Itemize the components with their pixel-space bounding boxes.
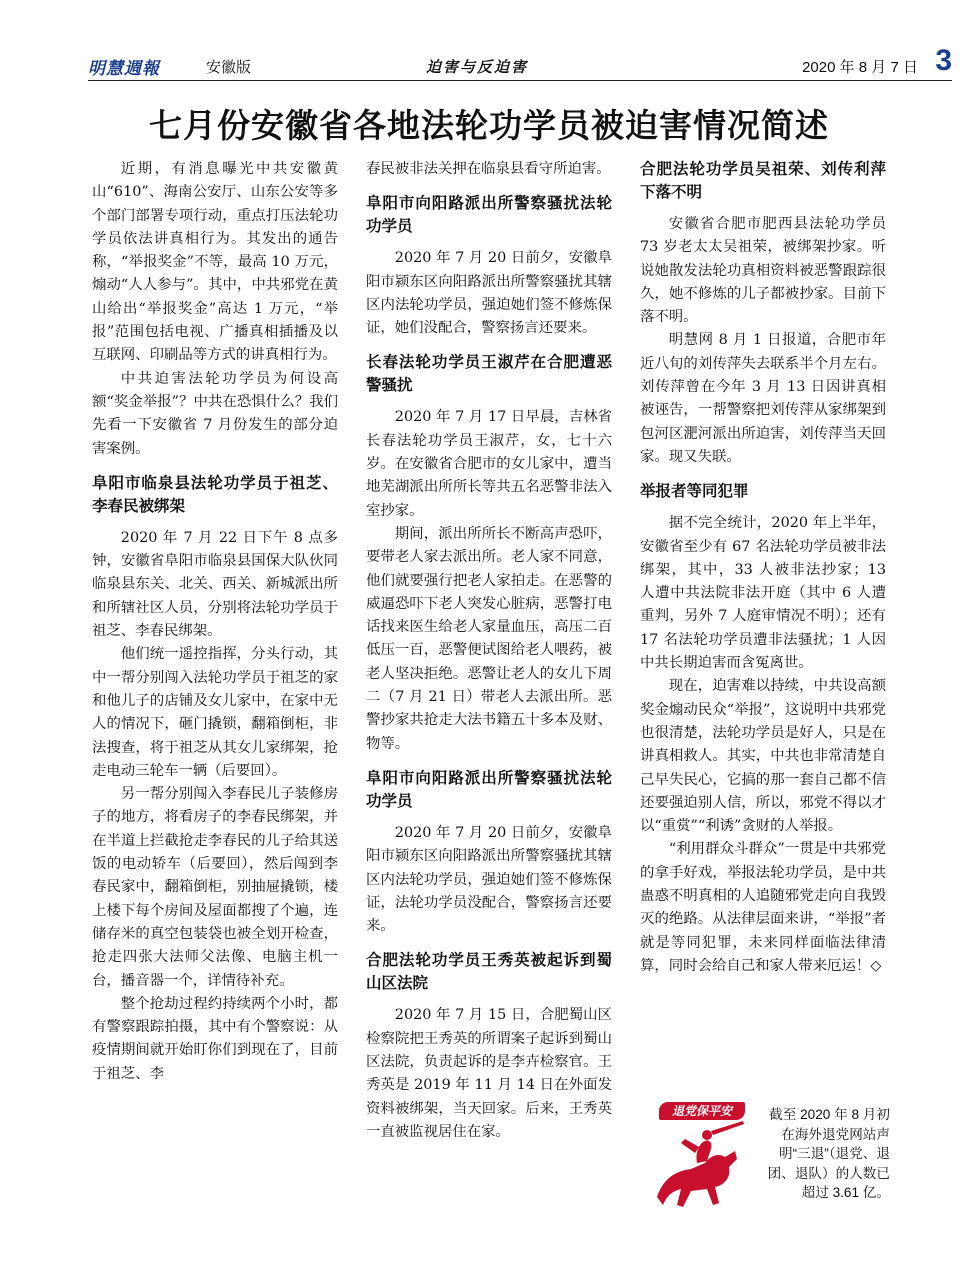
horse-rider-icon — [645, 1119, 755, 1219]
paragraph: 期间，派出所所长不断高声恐吓，要带老人家去派出所。老人家不同意，他们就要强行把老人家拍走。在恶警的威逼恐吓下老人突发心脏病，恶警打电话找来医生给老人家量血压，高压二百低压一百，恶警便试图给老人喂药，被老人坚决拒绝。恶警让老人的女儿下周二（7 月 21 日）带老人去派出所。恶警抄家共抢走大法书籍五十多本及财、物等。 — [366, 525, 612, 752]
article-headline: 七月份安徽省各地法轮功学员被迫害情况简述 — [149, 106, 829, 145]
subheading: 合肥法轮功学员吴祖荣、刘传利萍下落不明 — [640, 160, 886, 201]
paragraph: 据不完全统计，2020 年上半年，安徽省至少有 67 名法轮功学员被非法绑架，其中，33 人被非法抄家；13 人遭中共法院非法开庭（其中 6 人遭重判，另外 7 人庭审情况不明）；还有 17 名法轮功学员遭非法骚扰；1 人因中共长期迫害而含冤离世。 — [640, 515, 886, 672]
issue-date: 2020 年 8 月 7 日 — [802, 59, 918, 76]
paragraph: 2020 年 7 月 20 日前夕，安徽阜阳市颍东区向阳路派出所警察骚扰其辖区内法轮功学员，强迫她们签不修炼保证，法轮功学员没配合，警察扬言还要来。 — [366, 824, 612, 935]
paragraph: 另一帮分别闯入李春民儿子装修房子的地方，将看房子的李春民绑架，并在半道上拦截抢走李春民的儿子给其送饭的电动轿车（后要回），然后闯到李春民家中，翻箱倒柜，别抽屉撬锁，楼上楼下每个房间及屋面都搜了个遍，连储存米的真空包装袋也被全划开检查，抢走四张大法师父法像、电脑主机一台，播音器一个，详情待补充。 — [92, 786, 338, 989]
page-number: 3 — [935, 44, 952, 77]
quit-party-badge: 退党保平安 — [659, 1102, 745, 1120]
paragraph: 明慧网 8 月 1 日报道，合肥市年近八旬的刘传萍失去联系半个月左右。刘传萍曾在今年 3 月 13 日因讲真相被诬告，一帮警察把刘传萍从家绑架到包河区淝河派出所迫害，刘传萍当天回家。现又失联。 — [640, 332, 886, 465]
paragraph: 中共迫害法轮功学员为何设高额“奖金举报”？中共在恐惧什么？我们先看一下安徽省 7 月份发生的部分迫害案例。 — [92, 370, 338, 457]
subheading: 合肥法轮功学员王秀英被起诉到蜀山区法院 — [366, 951, 612, 993]
subheading: 阜阳市向阳路派出所警察骚扰法轮功学员 — [366, 194, 612, 236]
paragraph: 2020 年 7 月 17 日早晨，吉林省长春法轮功学员王淑芹，女，七十六岁。在安徽省合肥市的女儿家中，遭当地芜湖派出所所长等共五名恶警非法入室抄家。 — [366, 409, 612, 519]
paragraph: 安徽省合肥市肥西县法轮功学员 73 岁老太太吴祖荣，被绑架抄家。听说她散发法轮功真相资料被恶警跟踪很久，她不修炼的儿子都被抄家。目前下落不明。 — [640, 216, 886, 326]
subheading: 阜阳市临泉县法轮功学员于祖芝、李春民被绑架 — [92, 473, 338, 515]
page-header — [88, 44, 952, 80]
paragraph: 整个抢劫过程约持续两个小时，都有警察跟踪拍摄，其中有个警察说：从疫情期间就开始盯你们到现在了，目前于祖芝、李 — [92, 995, 338, 1082]
subheading: 举报者等同犯罪 — [640, 482, 749, 501]
subheading: 阜阳市向阳路派出所警察骚扰法轮功学员 — [366, 768, 612, 810]
header-rule — [88, 80, 952, 81]
paragraph: 春民被非法关押在临泉县看守所迫害。 — [366, 161, 611, 177]
masthead-logo: 明慧週報 — [88, 59, 160, 79]
edition-label: 安徽版 — [206, 58, 252, 76]
paragraph: 2020 年 7 月 20 日前夕，安徽阜阳市颍东区向阳路派出所警察骚扰其辖区内法轮功学员，强迫她们签不修炼保证，她们没配合，警察扬言还要来。 — [366, 250, 612, 337]
section-title: 迫害与反迫害 — [426, 58, 529, 76]
column-2 — [366, 158, 612, 1144]
paragraph: “利用群众斗群众”一贯是中共邪党的拿手好戏，举报法轮功学员，是中共蛊惑不明真相的人追随邪党走向自我毁灭的绝路。从法律层面来讲，“举报”者就是等同犯罪，未来同样面临法律清算，同时会给自己和家人带来厄运！◇ — [640, 841, 886, 974]
quit-ccp-note: 截至 2020 年 8 月初在海外退党网站声明“三退”（退党、退团、退队）的人数已超过 3.61 亿。 — [767, 1107, 890, 1200]
paragraph: 2020 年 7 月 15 日，合肥蜀山区检察院把王秀英的所谓案子起诉到蜀山区法院，负责起诉的是李卉检察官。王秀英是 2019 年 11 月 14 日在外面发资料被绑架，当天回家。后来，王秀英一直被监视居住在家。 — [366, 1007, 612, 1140]
paragraph: 近期，有消息曝光中共安徽黄山“610”、海南公安厅、山东公安等多个部门部署专项行动，重点打压法轮功学员依法讲真相行为。其发出的通告称，“举报奖金”不等，最高 10 万元，煽动“人人参与”。其中，中共邪党在黄山给出“举报奖金”高达 1 万元，“举报”范围包括电视、广播真相插播及以互联网、印刷品等方式的讲真相行为。 — [92, 161, 338, 364]
column-1 — [92, 158, 338, 1086]
quit-ccp-box — [645, 1097, 890, 1222]
paragraph: 他们统一遥控指挥，分头行动，其中一帮分别闯入法轮功学员于祖芝的家和他儿子的店铺及女儿家中，在家中无人的情况下，砸门撬锁，翻箱倒柜，非法搜查，将于祖芝从其女儿家绑架，抢走电动三轮车一辆（后要回）。 — [92, 646, 338, 779]
subheading: 长春法轮功学员王淑芹在合肥遭恶警骚扰 — [366, 353, 612, 395]
column-3 — [640, 158, 886, 978]
paragraph: 现在，迫害难以持续，中共设高额奖金煽动民众“举报”，这说明中共邪党也很清楚，法轮功学员是好人，只是在讲真相救人。其实，中共也非常清楚自己早失民心，它搞的那一套自己都不信还要强迫别人信，所以，邪党不得以才以“重赏”“利诱”贪财的人举报。 — [640, 678, 886, 835]
paragraph: 2020 年 7 月 22 日下午 8 点多钟，安徽省阜阳市临泉县国保大队伙同临泉县东关、北关、西关、新城派出所和所辖社区人员，分别将法轮功学员于祖芝、李春民绑架。 — [92, 529, 338, 640]
